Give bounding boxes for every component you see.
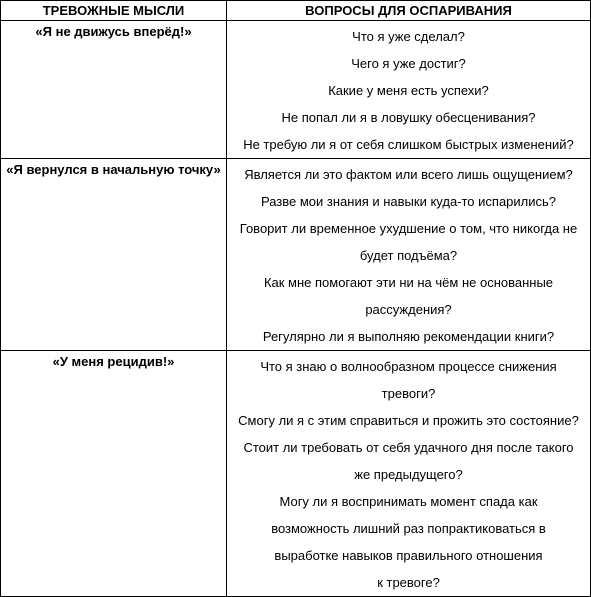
header-questions: ВОПРОСЫ ДЛЯ ОСПАРИВАНИЯ — [227, 1, 591, 21]
question-line: Не требую ли я от себя слишком быстрых изменений? — [243, 137, 574, 152]
question-line: Смогу ли я с этим справиться и прожить это состояние? — [238, 413, 579, 428]
question-line: Какие у меня есть успехи? — [328, 83, 489, 98]
question-line: Что я уже сделал? — [352, 29, 465, 44]
header-thoughts: ТРЕВОЖНЫЕ МЫСЛИ — [1, 1, 227, 21]
question-line: к тревоге? — [377, 575, 440, 590]
question-line: Чего я уже достиг? — [351, 56, 466, 71]
question-line: Не попал ли я в ловушку обесценивания? — [281, 110, 536, 125]
table-row — [1, 159, 591, 351]
questions-cell — [227, 351, 591, 597]
question-line: Могу ли я воспринимать момент спада как — [279, 494, 538, 509]
question-line: возможность лишний раз попрактиковаться в — [271, 521, 546, 536]
question-line: Стоит ли требовать от себя удачного дня после такого — [243, 440, 574, 455]
anxious-thought: «Я не движусь вперёд!» — [35, 24, 192, 39]
question-line: тревоги? — [381, 386, 436, 401]
question-line: Разве мои знания и навыки куда-то испарились? — [260, 194, 557, 209]
question-line: Является ли это фактом или всего лишь ощущением? — [244, 167, 573, 182]
question-line: Регулярно ли я выполняю рекомендации книги? — [262, 329, 555, 344]
thought-cell — [1, 21, 227, 159]
thought-cell — [1, 159, 227, 351]
table-row — [1, 21, 591, 159]
question-line: Что я знаю о волнообразном процессе снижения — [260, 359, 557, 374]
question-line: будет подъёма? — [359, 248, 458, 263]
questions-cell — [227, 159, 591, 351]
anxious-thought: «У меня рецидив!» — [52, 354, 175, 369]
question-line: выработке навыков правильного отношения — [274, 548, 543, 563]
question-line: Говорит ли временное ухудшение о том, что никогда не — [239, 221, 578, 236]
question-line: Как мне помогают эти ни на чём не основанные — [263, 275, 554, 290]
question-line: рассуждения? — [365, 302, 452, 317]
table-row — [1, 351, 591, 597]
anxious-thought: «Я вернулся в начальную точку» — [6, 162, 221, 177]
thought-cell — [1, 351, 227, 597]
question-line: же предыдущего? — [354, 467, 463, 482]
questions-cell — [227, 21, 591, 159]
header-row — [1, 1, 591, 21]
